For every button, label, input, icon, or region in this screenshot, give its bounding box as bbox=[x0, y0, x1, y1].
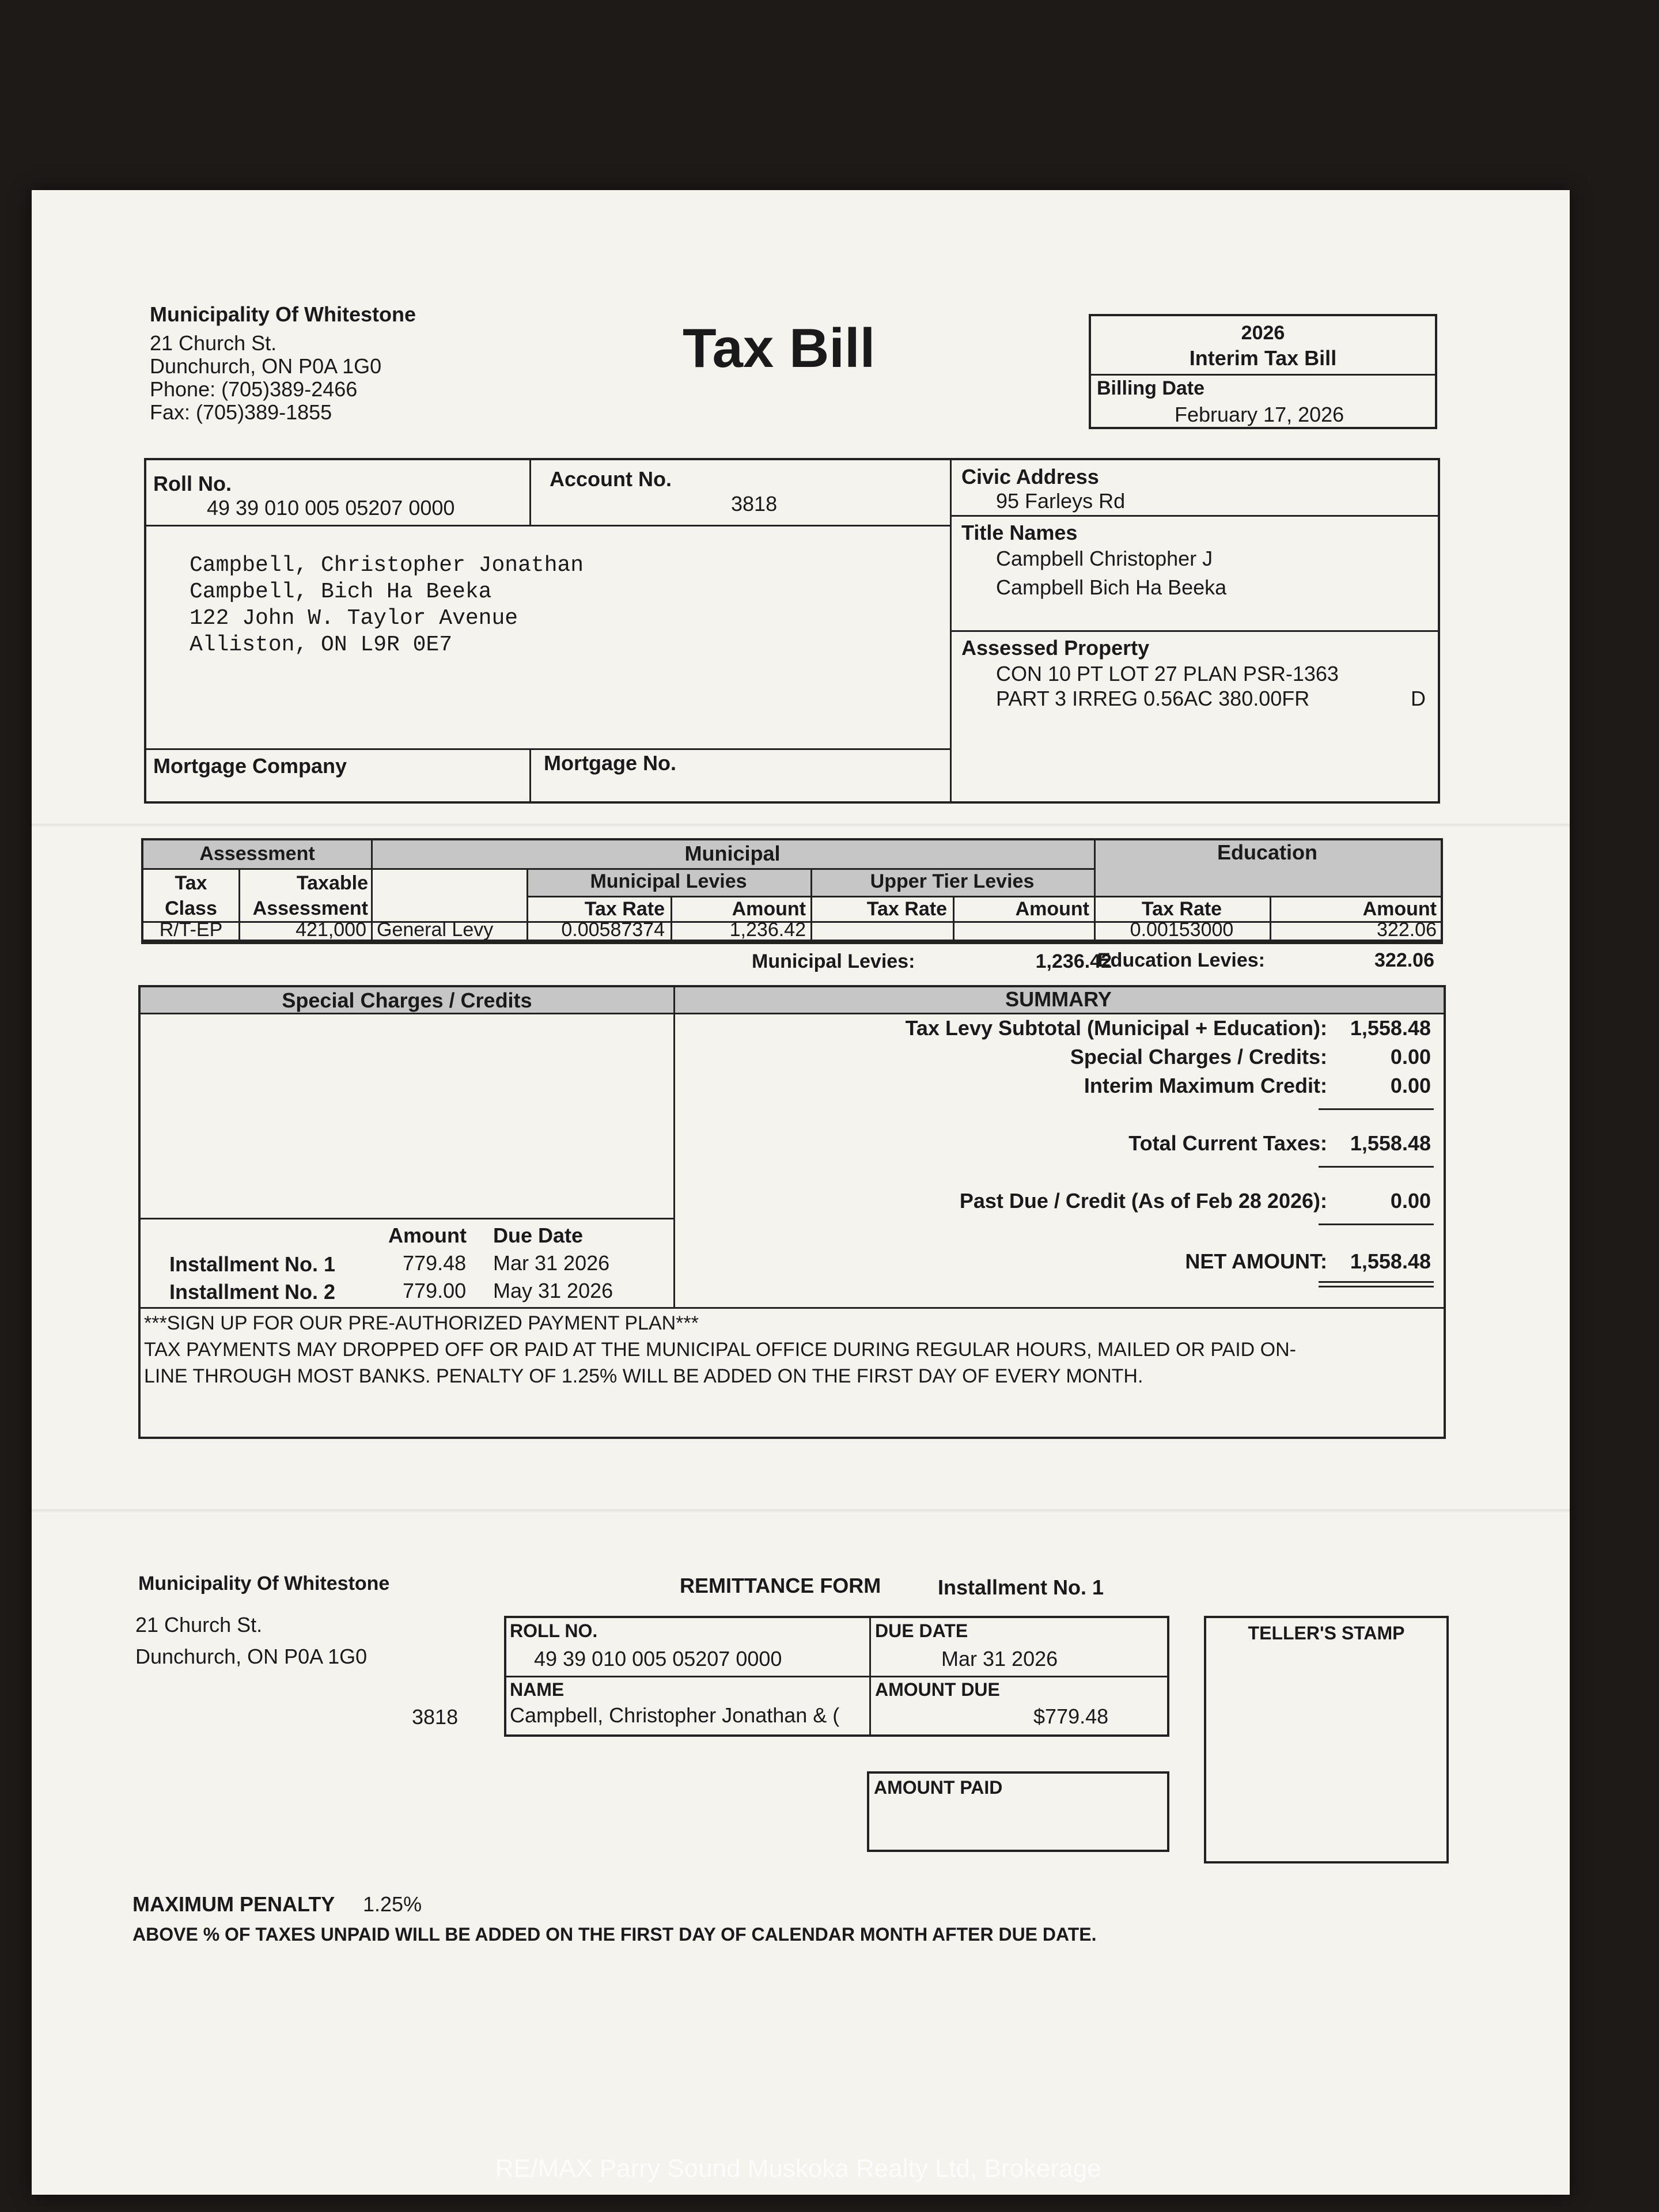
payment-notice bbox=[144, 1310, 1296, 1389]
mailing-line: Campbell, Christopher Jonathan bbox=[190, 553, 584, 578]
mailing-address bbox=[190, 552, 584, 658]
assessed-property-label: Assessed Property bbox=[961, 636, 1150, 660]
edu-amount-header: Amount bbox=[1362, 898, 1437, 920]
notice-line: LINE THROUGH MOST BANKS. PENALTY OF 1.25% WILL BE ADDED ON THE FIRST DAY OF EVERY MONTH. bbox=[144, 1365, 1143, 1387]
remit-account: 3818 bbox=[412, 1705, 459, 1729]
education-levies-total-label: Education Levies: bbox=[1097, 949, 1265, 971]
mun-amount-value: 1,236.42 bbox=[729, 919, 806, 941]
mun-tax-rate-value: 0.00587374 bbox=[561, 919, 665, 941]
total-current-label: Total Current Taxes: bbox=[1128, 1131, 1327, 1155]
remit-due-label: DUE DATE bbox=[875, 1620, 968, 1641]
upper-tier-header: Upper Tier Levies bbox=[870, 870, 1035, 892]
billing-date-label: Billing Date bbox=[1097, 377, 1205, 399]
civic-address-label: Civic Address bbox=[961, 465, 1099, 488]
tax-bill-paper bbox=[32, 190, 1570, 2195]
municipality-fax: Fax: (705)389-1855 bbox=[150, 400, 332, 424]
charges-summary-box bbox=[138, 985, 1446, 1439]
levy-name: General Levy bbox=[377, 919, 494, 941]
account-label: Account No. bbox=[550, 467, 672, 491]
assessed-property-code: D bbox=[1411, 687, 1426, 710]
edu-tax-rate-header: Tax Rate bbox=[1141, 898, 1222, 920]
remit-address1: 21 Church St. bbox=[135, 1613, 263, 1637]
teller-stamp-box bbox=[1204, 1616, 1449, 1863]
net-amount-value: 1,558.48 bbox=[1350, 1249, 1431, 1273]
special-charges-label: Special Charges / Credits: bbox=[1070, 1045, 1327, 1069]
municipal-levies-total: 1,236.42 bbox=[1035, 950, 1112, 972]
remittance-details-box bbox=[504, 1616, 1169, 1737]
installment-amount: 779.00 bbox=[403, 1279, 467, 1302]
mun-tax-rate-header: Tax Rate bbox=[584, 898, 665, 920]
title-names-label: Title Names bbox=[961, 521, 1078, 544]
installment-label: Installment No. 1 bbox=[169, 1252, 336, 1276]
municipality-phone: Phone: (705)389-2466 bbox=[150, 377, 358, 401]
assessment-header: Assessment bbox=[199, 843, 315, 865]
installment-due-label: Due Date bbox=[493, 1224, 584, 1247]
mailing-line: 122 John W. Taylor Avenue bbox=[190, 606, 518, 631]
education-levies-total: 322.06 bbox=[1374, 949, 1434, 971]
upper-tax-rate-header: Tax Rate bbox=[866, 898, 947, 920]
title-name: Campbell Bich Ha Beeka bbox=[996, 575, 1227, 599]
installment-due: May 31 2026 bbox=[493, 1279, 613, 1302]
remit-address2: Dunchurch, ON P0A 1G0 bbox=[135, 1645, 368, 1668]
total-current-value: 1,558.48 bbox=[1350, 1131, 1431, 1155]
installment-label: Installment No. 2 bbox=[169, 1280, 336, 1304]
mailing-line: Alliston, ON L9R 0E7 bbox=[190, 632, 453, 657]
taxable-assessment-value: 421,000 bbox=[296, 919, 366, 941]
remit-municipality: Municipality Of Whitestone bbox=[138, 1573, 390, 1594]
installment-due: Mar 31 2026 bbox=[493, 1251, 610, 1275]
remit-due: Mar 31 2026 bbox=[941, 1647, 1058, 1671]
edu-tax-rate-value: 0.00153000 bbox=[1130, 919, 1234, 941]
installment-amount: 779.48 bbox=[403, 1251, 467, 1275]
fold-line bbox=[32, 824, 1570, 827]
account-number: 3818 bbox=[731, 492, 778, 516]
subtotal-value: 1,558.48 bbox=[1350, 1016, 1431, 1040]
roll-label: Roll No. bbox=[153, 472, 232, 495]
bill-type: Interim Tax Bill bbox=[1189, 346, 1337, 370]
installment-amount-label: Amount bbox=[388, 1224, 467, 1247]
levies-row bbox=[141, 916, 1443, 944]
municipal-levies-total-label: Municipal Levies: bbox=[752, 950, 915, 972]
remit-name-label: NAME bbox=[510, 1679, 565, 1700]
assessed-property-line2: PART 3 IRREG 0.56AC 380.00FR bbox=[996, 687, 1310, 710]
title-name: Campbell Christopher J bbox=[996, 547, 1213, 570]
upper-amount-header: Amount bbox=[1015, 898, 1089, 920]
max-penalty-label: MAXIMUM PENALTY bbox=[132, 1892, 335, 1916]
municipal-header: Municipal bbox=[684, 842, 781, 865]
municipality-address2: Dunchurch, ON P0A 1G0 bbox=[150, 354, 382, 378]
net-amount-label: NET AMOUNT: bbox=[1185, 1249, 1327, 1273]
municipality-name: Municipality Of Whitestone bbox=[150, 302, 416, 326]
mun-amount-header: Amount bbox=[732, 898, 806, 920]
education-header: Education bbox=[1217, 840, 1317, 864]
amount-paid-box[interactable] bbox=[867, 1771, 1169, 1852]
page-title: Tax Bill bbox=[683, 317, 876, 379]
teller-stamp-label: TELLER'S STAMP bbox=[1248, 1623, 1405, 1643]
interim-credit-value: 0.00 bbox=[1390, 1074, 1431, 1097]
property-box bbox=[144, 458, 1440, 804]
assessed-property-line1: CON 10 PT LOT 27 PLAN PSR-1363 bbox=[996, 662, 1339, 685]
tax-class-header: Tax Class bbox=[165, 872, 217, 919]
edu-amount-value: 322.06 bbox=[1377, 919, 1437, 941]
remittance-title: REMITTANCE FORM bbox=[680, 1574, 881, 1597]
municipality-address1: 21 Church St. bbox=[150, 331, 277, 355]
subtotal-label: Tax Levy Subtotal (Municipal + Education): bbox=[905, 1016, 1327, 1040]
mortgage-no-label: Mortgage No. bbox=[544, 751, 676, 775]
remittance-installment: Installment No. 1 bbox=[938, 1575, 1104, 1599]
remit-name: Campbell, Christopher Jonathan & ( bbox=[510, 1703, 840, 1727]
special-charges-header: Special Charges / Credits bbox=[282, 988, 532, 1012]
interim-credit-label: Interim Maximum Credit: bbox=[1084, 1074, 1327, 1097]
billing-date: February 17, 2026 bbox=[1175, 403, 1344, 426]
taxable-assessment-header: Taxable Assessment bbox=[252, 872, 368, 919]
notice-line: ***SIGN UP FOR OUR PRE-AUTHORIZED PAYMENT PLAN*** bbox=[144, 1312, 699, 1334]
mortgage-company-label: Mortgage Company bbox=[153, 754, 347, 778]
remit-amount-due: $779.48 bbox=[1033, 1705, 1109, 1728]
max-penalty-value: 1.25% bbox=[363, 1892, 422, 1916]
penalty-note: ABOVE % OF TAXES UNPAID WILL BE ADDED ON THE FIRST DAY OF CALENDAR MONTH AFTER DUE DATE. bbox=[132, 1924, 1097, 1945]
special-charges-value: 0.00 bbox=[1390, 1045, 1431, 1069]
bill-type-box bbox=[1089, 314, 1437, 429]
remit-roll: 49 39 010 005 05207 0000 bbox=[534, 1647, 782, 1671]
notice-line: TAX PAYMENTS MAY DROPPED OFF OR PAID AT THE MUNICIPAL OFFICE DURING REGULAR HOURS, MAILED OR PAID ON- bbox=[144, 1339, 1296, 1361]
remit-amount-due-label: AMOUNT DUE bbox=[875, 1679, 1000, 1700]
past-due-value: 0.00 bbox=[1390, 1189, 1431, 1213]
amount-paid-label: AMOUNT PAID bbox=[874, 1777, 1003, 1798]
roll-number: 49 39 010 005 05207 0000 bbox=[207, 496, 455, 520]
municipal-levies-header: Municipal Levies bbox=[590, 870, 747, 892]
summary-header: SUMMARY bbox=[1005, 987, 1112, 1011]
fold-line bbox=[32, 1509, 1570, 1513]
mailing-line: Campbell, Bich Ha Beeka bbox=[190, 579, 492, 604]
past-due-label: Past Due / Credit (As of Feb 28 2026): bbox=[959, 1189, 1327, 1213]
brokerage-watermark: RE/MAX Parry Sound Muskoka Realty Ltd, Brokerage bbox=[495, 2154, 1101, 2183]
remit-roll-label: ROLL NO. bbox=[510, 1620, 598, 1641]
civic-address: 95 Farleys Rd bbox=[996, 489, 1126, 513]
tax-class-value: R/T-EP bbox=[159, 919, 223, 941]
bill-year: 2026 bbox=[1241, 322, 1285, 344]
